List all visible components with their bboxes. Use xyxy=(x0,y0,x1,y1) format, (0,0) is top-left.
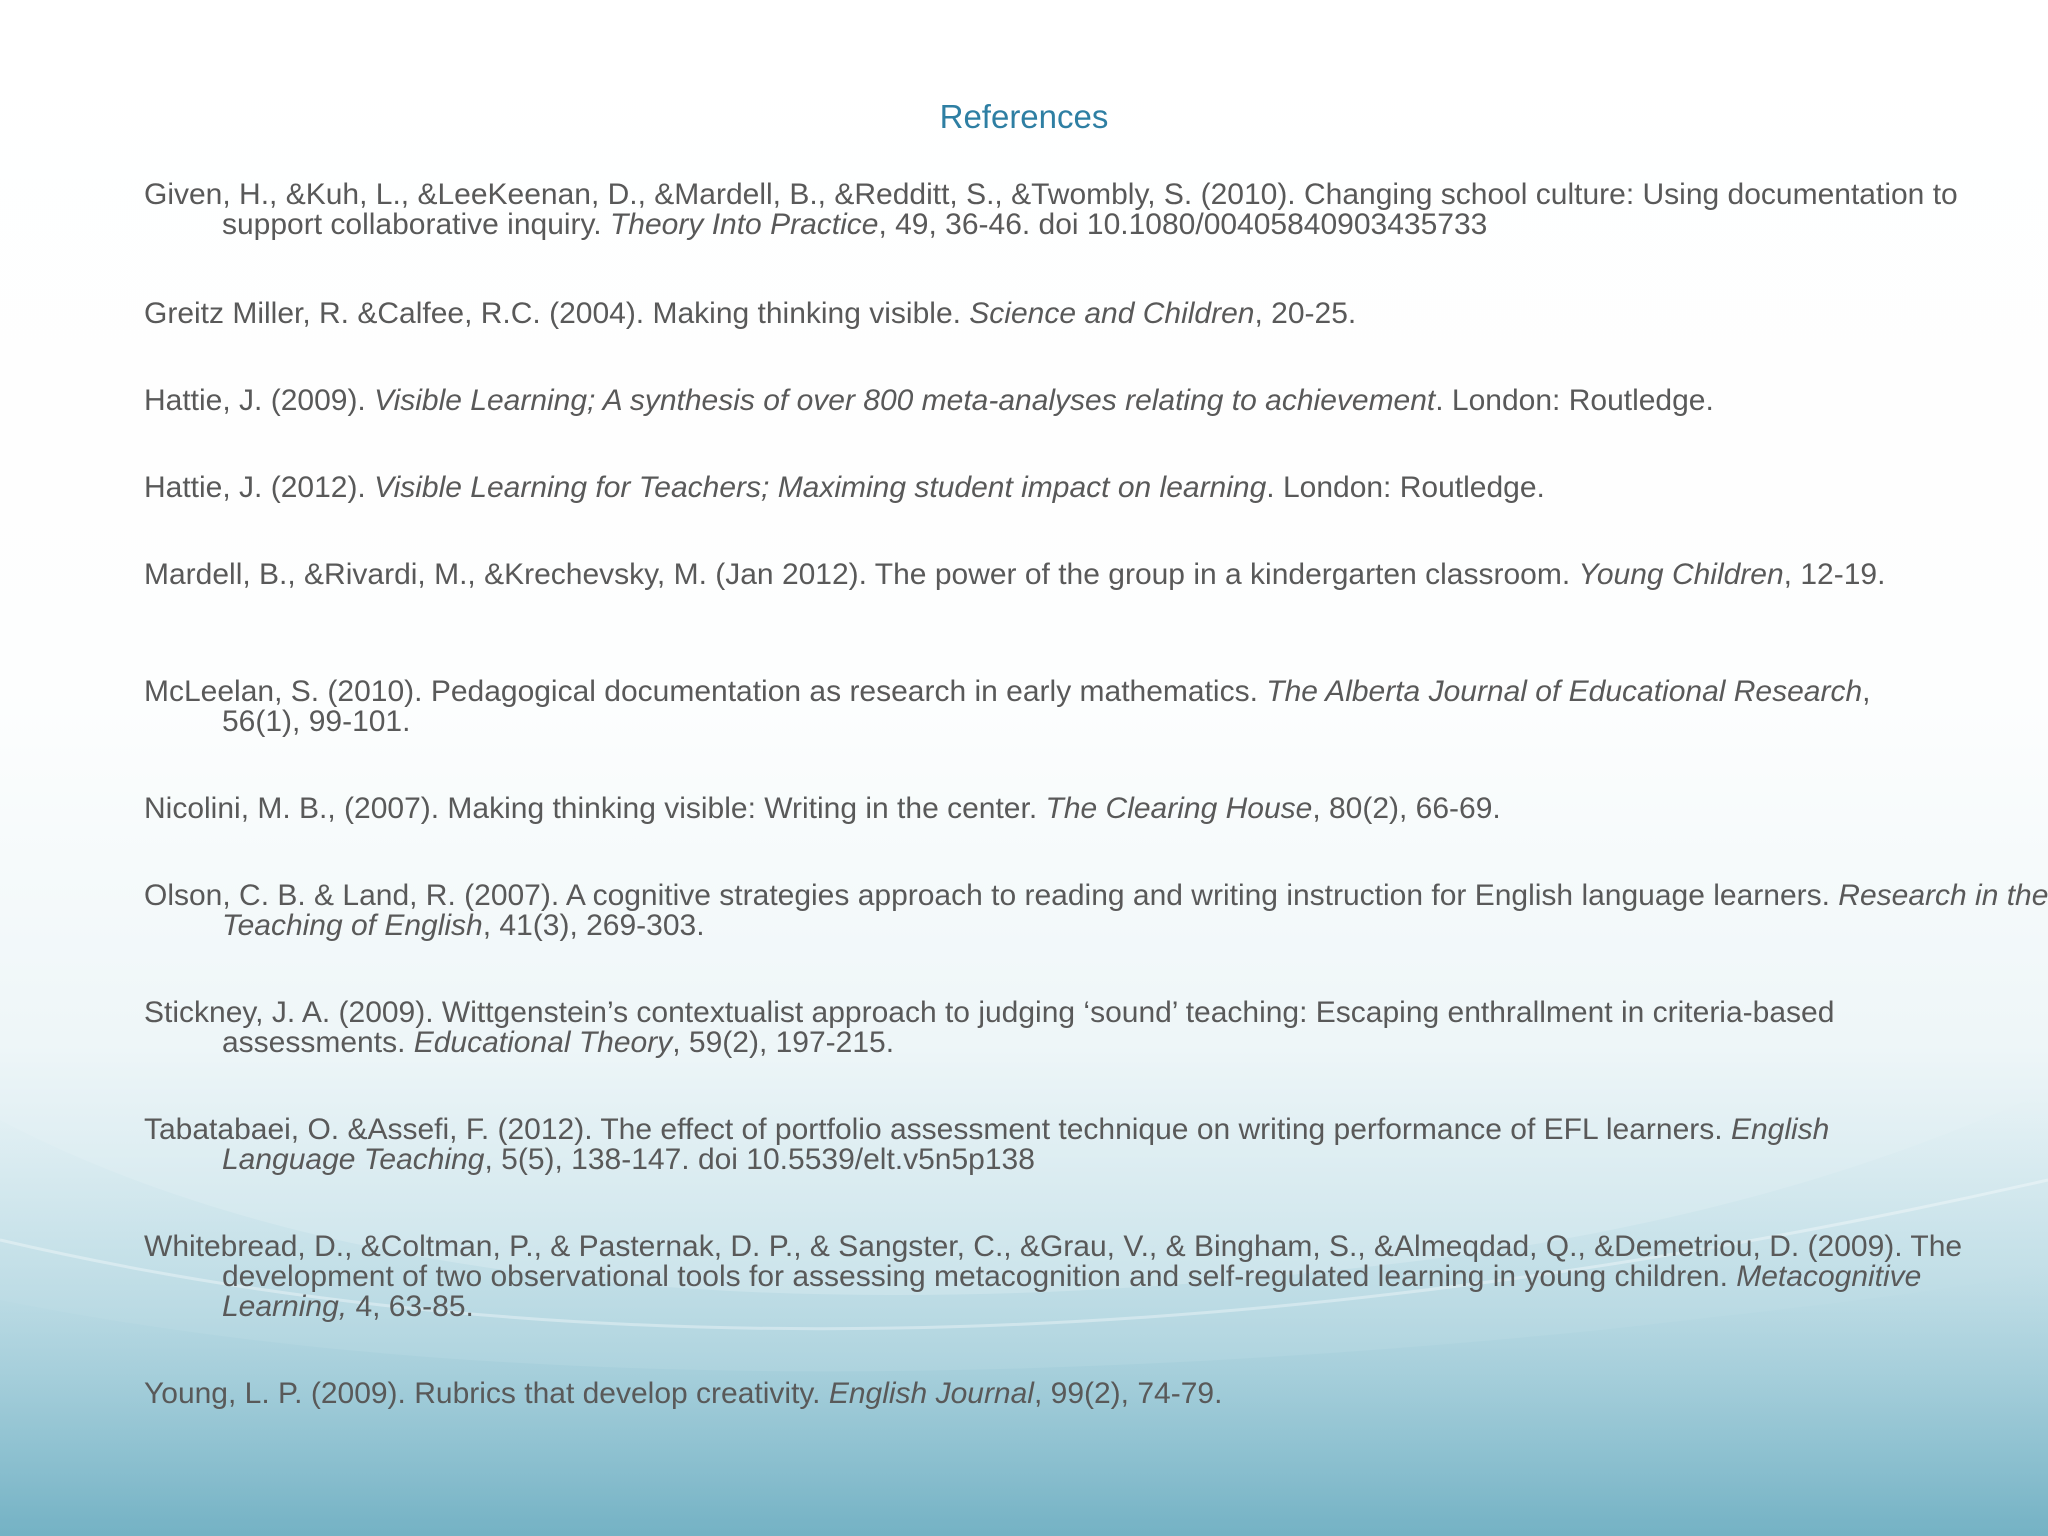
reference-mcleelan-2010: McLeelan, S. (2010). Pedagogical documentation as research in early mathematics. The Alberta Journal of Educational Research, 56(1), 99-101. xyxy=(144,675,1871,738)
reference-nicolini-2007: Nicolini, M. B., (2007). Making thinking visible: Writing in the center. The Clearing House, 80(2), 66-69. xyxy=(144,792,1501,825)
reference-young-2009: Young, L. P. (2009). Rubrics that develop creativity. English Journal, 99(2), 74-79. xyxy=(144,1377,1223,1410)
reference-hattie-2012: Hattie, J. (2012). Visible Learning for Teachers; Maximing student impact on learning. London: Routledge. xyxy=(144,471,1545,504)
slide-title: References xyxy=(939,98,1109,135)
reference-stickney-2009: Stickney, J. A. (2009). Wittgenstein’s contextualist approach to judging ‘sound’ teaching: Escaping enthrallment in criteria-based assessments. Educational Theory, 59(2), 197-215. xyxy=(144,996,1835,1059)
reference-given-2010: Given, H., &Kuh, L., &LeeKeenan, D., &Mardell, B., &Redditt, S., &Twombly, S. (2010). Changing school culture: Using documentation to support collaborative inquiry. Theory Into Practice, 49, 36-46. doi 10.1080/00405840903435733 xyxy=(144,178,1958,241)
reference-greitz-miller-2004: Greitz Miller, R. &Calfee, R.C. (2004). Making thinking visible. Science and Children, 20-25. xyxy=(144,297,1357,330)
reference-mardell-2012: Mardell, B., &Rivardi, M., &Krechevsky, M. (Jan 2012). The power of the group in a kindergarten classroom. Young Children, 12-19. xyxy=(144,558,1886,591)
reference-tabatabaei-2012: Tabatabaei, O. &Assefi, F. (2012). The effect of portfolio assessment technique on writing performance of EFL learners. English Language Teaching, 5(5), 138-147. doi 10.5539/elt.v5n5p138 xyxy=(144,1113,1830,1176)
reference-hattie-2009: Hattie, J. (2009). Visible Learning; A synthesis of over 800 meta-analyses relating to achievement. London: Routledge. xyxy=(144,384,1714,417)
reference-whitebread-2009: Whitebread, D., &Coltman, P., & Pasternak, D. P., & Sangster, C., &Grau, V., & Bingham, S., &Almeqdad, Q., &Demetriou, D. (2009). The development of two observational tools for assessing metacognition and self-regulated learning in young children. Metacognitive Learning, 4, 63-85. xyxy=(144,1230,1963,1323)
reference-olson-2007: Olson, C. B. & Land, R. (2007). A cognitive strategies approach to reading and writing instruction for English language learners. Research in the Teaching of English, 41(3), 269-303. xyxy=(144,879,2048,942)
